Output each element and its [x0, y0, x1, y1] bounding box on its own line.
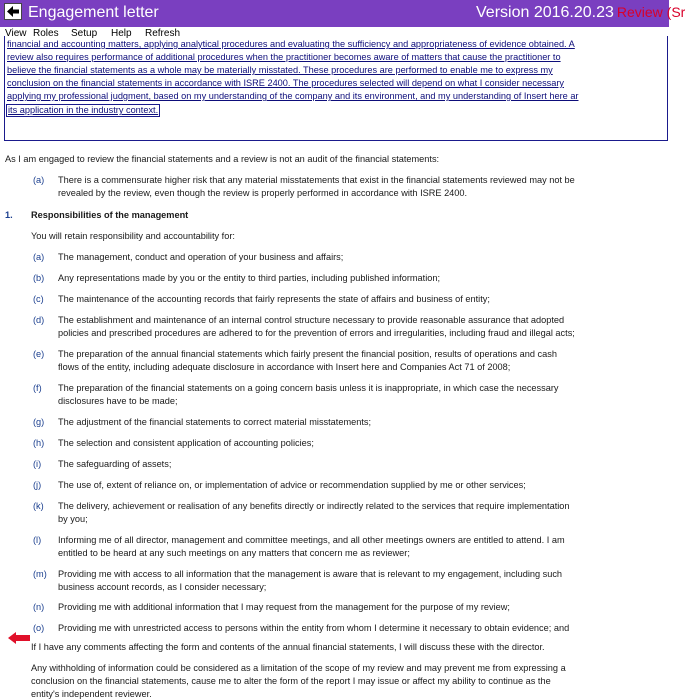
item-label: (b)	[33, 273, 45, 283]
version-label	[476, 4, 685, 22]
item-text: entitled to be heard at any such meetings on any matters that concern me as reviewer;	[58, 548, 410, 558]
back-button[interactable]	[4, 3, 22, 20]
item-label: (d)	[33, 315, 45, 325]
item-label: (g)	[33, 417, 45, 427]
risk-item-line: There is a commensurate higher risk that any material misstatements that exist in the financial statements reviewed may not be	[58, 175, 575, 185]
item-text: The delivery, achievement or realisation of any benefits directly or indirectly related to the services that require implementation	[58, 501, 570, 511]
item-text: The establishment and maintenance of an internal control structure necessary to provide reasonable assurance that adopted	[58, 315, 565, 325]
item-label: (m)	[33, 569, 47, 579]
item-label: (n)	[33, 602, 45, 612]
current-position-arrow-icon	[8, 632, 30, 644]
version-mode: Review (Sr	[616, 4, 685, 20]
highlight-line: its application in the industry context.	[8, 105, 159, 115]
item-text: The selection and consistent application of accounting policies;	[58, 438, 314, 448]
item-label: (j)	[33, 480, 42, 490]
risk-item-line: revealed by the review, even though the review is properly performed in accordance with ISRE 2400.	[58, 188, 468, 198]
item-text: The preparation of the financial statements on a going concern basis unless it is inappropriate, in which case the necessary	[58, 383, 559, 393]
intro-text: As I am engaged to review the financial statements and a review is not an audit of the financial statements:	[5, 154, 440, 164]
item-text: The preparation of the annual financial statements which fairly present the financial position, results of operations and cash	[58, 349, 557, 359]
document-body	[0, 36, 669, 699]
item-label: (i)	[33, 459, 42, 469]
risk-item-label: (a)	[33, 175, 45, 185]
item-text: by you;	[58, 514, 88, 524]
item-label: (c)	[33, 294, 44, 304]
app-title: Engagement letter	[28, 4, 159, 21]
section-lead: You will retain responsibility and accountability for:	[31, 231, 235, 241]
item-text: Providing me with access to all information that the management is aware that is relevant to my engagement, including such	[58, 569, 563, 579]
menu-refresh[interactable]: Refresh	[145, 28, 181, 39]
menu-help[interactable]: Help	[111, 28, 132, 39]
item-label: (h)	[33, 438, 45, 448]
highlight-line: financial and accounting matters, applying analytical procedures and evaluating the sufficiency and appropriateness of evidence obtained. A	[7, 39, 575, 49]
item-label: (o)	[33, 623, 45, 633]
highlight-line: believe the financial statements as a whole may be materially misstated. These procedures are performed to enable me to express my	[7, 65, 553, 75]
item-label: (l)	[33, 535, 42, 545]
item-text: The use of, extent of reliance on, or implementation of advice or recommendation supplied by me or other services;	[58, 480, 526, 490]
item-text: The safeguarding of assets;	[58, 459, 172, 469]
item-text: business account records, as I consider necessary;	[58, 582, 267, 592]
menu-roles[interactable]: Roles	[33, 28, 59, 39]
item-label: (k)	[33, 501, 44, 511]
item-label: (e)	[33, 349, 45, 359]
item-label: (a)	[33, 252, 45, 262]
item-text: Providing me with additional information that I may request from the management for the purpose of my review;	[58, 602, 510, 612]
back-arrow-icon	[7, 6, 19, 17]
withholding-line: Any withholding of information could be considered as a limitation of the scope of my review and may prevent me from expressing a	[31, 663, 566, 673]
withholding-line: conclusion on the financial statements, cause me to alter the form of the report I may issue or affect my ability to continue as the	[31, 676, 551, 686]
highlighted-paragraph[interactable]	[4, 36, 668, 141]
item-text: Informing me of all director, management and committee meetings, and all other meetings owners are entitled to attend. I am	[58, 535, 565, 545]
section-number: 1.	[5, 210, 13, 220]
highlight-line: review also requires performance of additional procedures when the practitioner becomes aware of matters that cause the practitioner to	[7, 52, 561, 62]
item-text: policies and prescribed procedures are adhered to for the prevention of errors and irregularities, including fraud and illegal acts;	[58, 328, 575, 338]
item-text: Providing me with unrestricted access to persons within the entity from whom I determine it necessary to obtain evidence; and	[58, 623, 570, 633]
section-title: Responsibilities of the management	[31, 210, 189, 220]
highlight-line: applying my professional judgment, based on my understanding of the company and its environment, and my understanding of Insert here ar	[7, 91, 579, 101]
item-text: Any representations made by you or the entity to third parties, including published information;	[58, 273, 441, 283]
highlight-line: conclusion on the financial statements in accordance with ISRE 2400. The procedures selected will depend on what I consider necessary	[7, 78, 565, 88]
item-text: flows of the entity, including adequate disclosure in accordance with Insert here and Companies Act 71 of 2008;	[58, 362, 511, 372]
withholding-line: entity's independent reviewer.	[31, 689, 152, 699]
version-number: Version 2016.20.23	[476, 4, 614, 21]
title-bar	[0, 0, 685, 27]
item-text: The maintenance of the accounting records that fairly represents the state of affairs and business of entity;	[58, 294, 490, 304]
item-text: The adjustment of the financial statements to correct material misstatements;	[58, 417, 372, 427]
item-text: The management, conduct and operation of your business and affairs;	[58, 252, 344, 262]
item-text: disclosures have to be made;	[58, 396, 178, 406]
item-label: (f)	[33, 383, 42, 393]
menu-setup[interactable]: Setup	[71, 28, 98, 39]
comments-text: If I have any comments affecting the form and contents of the annual financial statements, I will discuss these with the director.	[31, 642, 545, 652]
menu-view[interactable]: View	[5, 28, 27, 39]
